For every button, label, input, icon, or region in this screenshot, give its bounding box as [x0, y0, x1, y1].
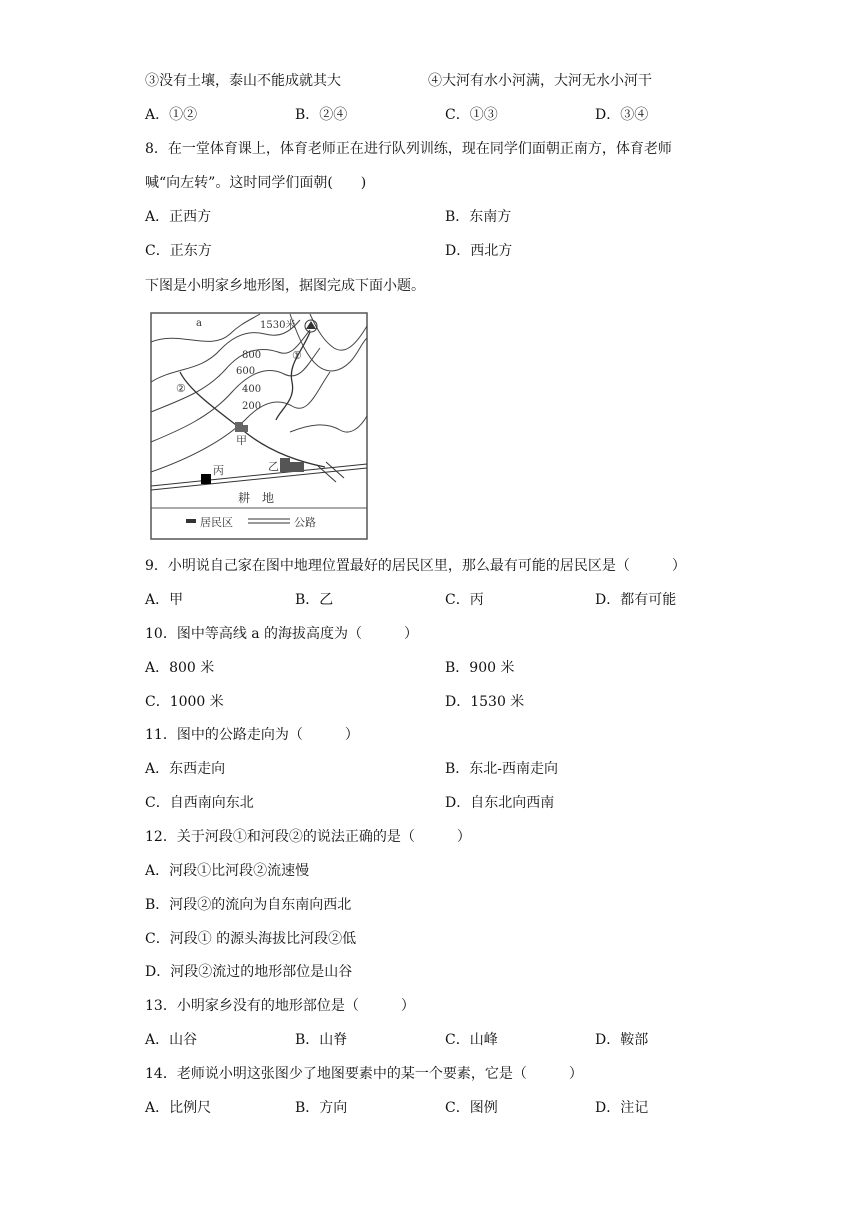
- q13-stem: 13．小明家乡没有的地形部位是（ ）: [145, 998, 415, 1014]
- q9-option-c[interactable]: C．丙: [445, 592, 484, 608]
- residential-yi-2: [290, 462, 304, 472]
- legend-road-label: 公路: [294, 516, 316, 529]
- q13-option-c[interactable]: C．山峰: [445, 1032, 498, 1048]
- map-frame: [151, 313, 367, 539]
- residential-bing: [201, 474, 211, 484]
- residential-yi: [280, 458, 290, 472]
- q12-stem: 12．关于河段①和河段②的说法正确的是（ ）: [145, 829, 471, 845]
- label-farmland: 耕 地: [238, 491, 275, 505]
- label-line-a: a: [196, 318, 202, 329]
- q10-option-b[interactable]: B．900 米: [445, 660, 515, 676]
- q8-option-c[interactable]: C．正东方: [145, 243, 212, 259]
- q12-option-b[interactable]: B．河段②的流向为自东南向西北: [145, 897, 352, 913]
- q11-option-b[interactable]: B．东北-西南走向: [445, 761, 559, 777]
- q11-option-d[interactable]: D．自东北向西南: [445, 795, 555, 811]
- q8-stem-line1: 8．在一堂体育课上，体育老师正在进行队列训练，现在同学们面朝正南方，体育老师: [145, 141, 672, 157]
- q8-option-b[interactable]: B．东南方: [445, 209, 512, 225]
- q7-option-a[interactable]: A．①②: [145, 107, 198, 123]
- map-intro: 下图是小明家乡地形图，据图完成下面小题。: [145, 278, 425, 294]
- label-bing: 丙: [213, 464, 224, 477]
- q10-option-d[interactable]: D．1530 米: [445, 694, 525, 710]
- label-river-2: ②: [176, 382, 186, 395]
- q11-option-c[interactable]: C．自西南向东北: [145, 795, 254, 811]
- label-400: 400: [242, 384, 262, 395]
- q8-stem-line2: 喊“向左转”。这时同学们面朝( ): [145, 175, 367, 191]
- q10-option-c[interactable]: C．1000 米: [145, 694, 224, 710]
- statement-4: ④大河有水小河满，大河无水小河干: [428, 73, 652, 89]
- q10-option-a[interactable]: A．800 米: [145, 660, 215, 676]
- q8-option-d[interactable]: D．西北方: [445, 243, 513, 259]
- legend-residential-label: 居民区: [200, 516, 233, 529]
- q14-stem: 14．老师说小明这张图少了地图要素中的某一个要素，它是（ ）: [145, 1066, 583, 1082]
- q9-option-d[interactable]: D．都有可能: [595, 592, 677, 608]
- residential-jia-2: [242, 425, 248, 432]
- q14-option-c[interactable]: C．图例: [445, 1100, 498, 1116]
- statement-3: ③没有土壤，泰山不能成就其大: [145, 73, 341, 89]
- q14-option-a[interactable]: A．比例尺: [145, 1100, 212, 1116]
- legend-residential-swatch: [186, 519, 196, 523]
- q11-stem: 11．图中的公路走向为（ ）: [145, 727, 359, 743]
- q14-option-b[interactable]: B．方向: [295, 1100, 348, 1116]
- q9-stem: 9．小明说自己家在图中地理位置最好的居民区里，那么最有可能的居民区是（ ）: [145, 558, 686, 574]
- label-yi: 乙: [268, 460, 279, 473]
- topographic-map: [150, 312, 368, 540]
- q13-option-d[interactable]: D．鞍部: [595, 1032, 649, 1048]
- q14-option-d[interactable]: D．注记: [595, 1100, 649, 1116]
- label-800: 800: [242, 350, 262, 361]
- q13-option-a[interactable]: A．山谷: [145, 1032, 198, 1048]
- q10-stem: 10．图中等高线 a 的海拔高度为（ ）: [145, 626, 419, 642]
- q7-option-d[interactable]: D．③④: [595, 107, 649, 123]
- label-river-1: ①: [292, 349, 302, 362]
- q12-option-a[interactable]: A．河段①比河段②流速慢: [145, 863, 310, 879]
- q9-option-a[interactable]: A．甲: [145, 592, 184, 608]
- label-200: 200: [242, 401, 262, 412]
- residential-jia: [235, 422, 243, 432]
- q11-option-a[interactable]: A．东西走向: [145, 761, 226, 777]
- label-jia: 甲: [236, 434, 247, 447]
- q13-option-b[interactable]: B．山脊: [295, 1032, 348, 1048]
- q8-option-a[interactable]: A．正西方: [145, 209, 212, 225]
- q7-option-c[interactable]: C．①③: [445, 107, 498, 123]
- label-peak-elev: 1530米: [260, 320, 296, 331]
- q12-option-d[interactable]: D．河段②流过的地形部位是山谷: [145, 964, 353, 980]
- q7-option-b[interactable]: B．②④: [295, 107, 348, 123]
- q12-option-c[interactable]: C．河段① 的源头海拔比河段②低: [145, 931, 357, 947]
- label-600: 600: [236, 366, 256, 377]
- q9-option-b[interactable]: B．乙: [295, 592, 334, 608]
